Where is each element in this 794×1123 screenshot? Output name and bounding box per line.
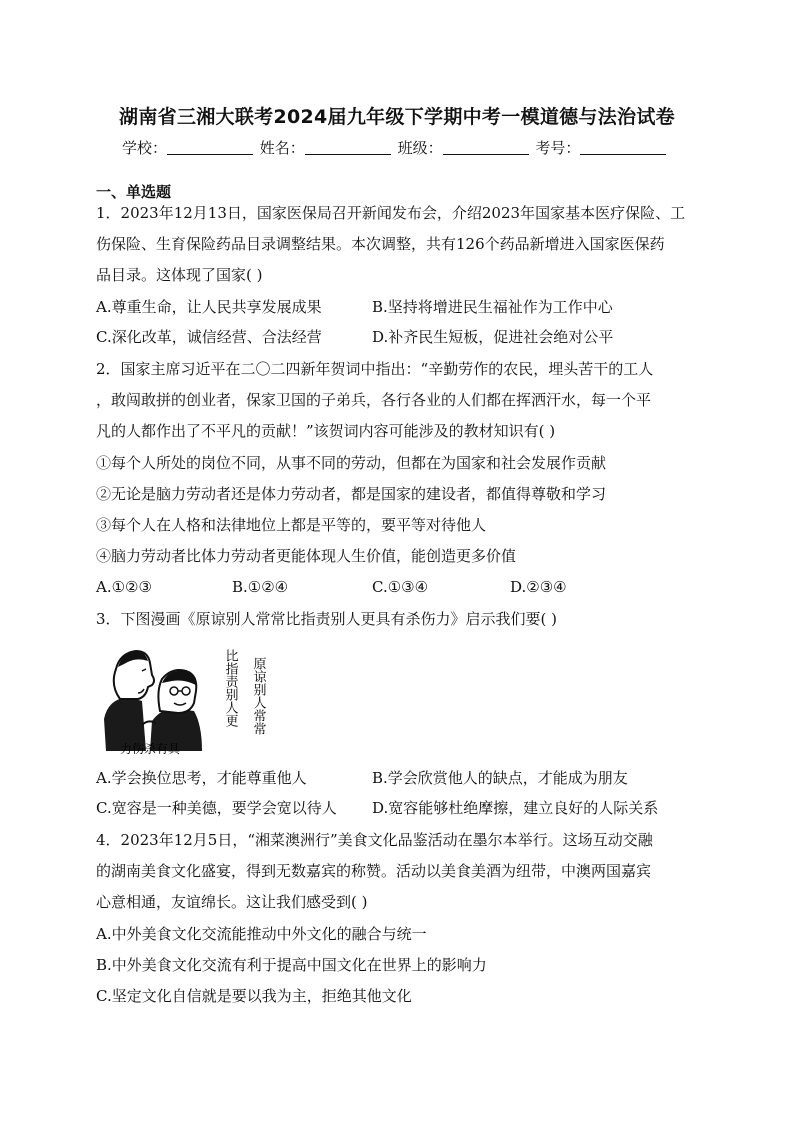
school-label: 学校： — [122, 139, 168, 157]
student-info-line — [122, 137, 668, 158]
class-label: 班级： — [397, 139, 443, 157]
q1-option-a[interactable]: A.尊重生命，让人民共享发展成果 — [96, 298, 322, 316]
q1-option-c[interactable]: C.深化改革，诚信经营、合法经营 — [96, 328, 322, 346]
comic-caption-bottom: 力伤杀有具 — [120, 742, 181, 756]
q3-option-d[interactable]: D.宽容能够杜绝摩擦，建立良好的人际关系 — [372, 799, 659, 817]
q3-option-c[interactable]: C.宽容是一种美德，要学会宽以待人 — [96, 799, 337, 817]
q4-option-b[interactable]: B.中外美食文化交流有利于提高中国文化在世界上的影响力 — [96, 956, 487, 974]
name-label: 姓名： — [259, 139, 305, 157]
q1-stem-line: 伤保险、生育保险药品目录调整结果。本次调整，共有126个药品新增进入国家医保药 — [96, 235, 665, 253]
section-heading: 一、单选题 — [96, 183, 172, 201]
q2-option-c[interactable]: C.①③④ — [372, 578, 429, 596]
cartoon-image — [98, 641, 270, 757]
comic-caption-right: 原谅别人常常 — [250, 657, 266, 735]
exam-title: 湖南省三湘大联考2024届九年级下学期中考一模道德与法治试卷 — [119, 106, 675, 128]
q2-statement: ③每个人在人格和法律地位上都是平等的，要平等对待他人 — [96, 516, 487, 534]
q3-option-a[interactable]: A.学会换位思考，才能尊重他人 — [96, 769, 307, 787]
q2-option-d[interactable]: D.②③④ — [510, 578, 567, 596]
q1-stem-line: 1．2023年12月13日，国家医保局召开新闻发布会，介绍2023年国家基本医疗保险、工 — [96, 204, 686, 222]
q4-option-a[interactable]: A.中外美食文化交流能推动中外文化的融合与统一 — [96, 925, 427, 943]
q2-stem-line: ，敢闯敢拼的创业者，保家卫国的子弟兵，各行各业的人们都在挥洒汗水，每一个平 — [96, 391, 652, 409]
q2-stem-line: 2．国家主席习近平在二〇二四新年贺词中指出：“辛勤劳作的农民，埋头苦干的工人 — [96, 360, 654, 378]
name-blank[interactable] — [305, 142, 391, 155]
q4-stem-line: 心意相通，友谊绵长。这让我们感受到( ) — [96, 893, 368, 911]
q1-stem-line: 品目录。这体现了国家( ) — [96, 266, 263, 284]
q4-stem-line: 的湖南美食文化盛宴，得到无数嘉宾的称赞。活动以美食美酒为纽带，中澳两国嘉宾 — [96, 862, 652, 880]
q4-stem-line: 4．2023年12月5日，“湘菜澳洲行”美食文化品鉴活动在墨尔本举行。这场互动交融 — [96, 831, 653, 849]
q2-statement: ②无论是脑力劳动者还是体力劳动者，都是国家的建设者，都值得尊敬和学习 — [96, 485, 607, 503]
q2-statement: ①每个人所处的岗位不同，从事不同的劳动，但都在为国家和社会发展作贡献 — [96, 454, 607, 472]
q2-option-b[interactable]: B.①②④ — [232, 578, 289, 596]
school-blank[interactable] — [167, 142, 253, 155]
q3-stem-line: 3．下图漫画《原谅别人常常比指责别人更具有杀伤力》启示我们要( ) — [96, 610, 558, 628]
q2-option-a[interactable]: A.①②③ — [96, 578, 152, 596]
q4-option-c[interactable]: C.坚定文化自信就是要以我为主，拒绝其他文化 — [96, 987, 412, 1005]
number-blank[interactable] — [580, 142, 666, 155]
q2-stem-line: 凡的人都作出了不平凡的贡献！”该贺词内容可能涉及的教材知识有( ) — [96, 422, 556, 440]
q2-statement: ④脑力劳动者比体力劳动者更能体现人生价值，能创造更多价值 — [96, 547, 517, 565]
number-label: 考号： — [535, 139, 581, 157]
q3-option-b[interactable]: B.学会欣赏他人的缺点，才能成为朋友 — [372, 769, 628, 787]
q1-option-d[interactable]: D.补齐民生短板，促进社会绝对公平 — [372, 328, 614, 346]
comic-caption-mid: 比指责别人更 — [222, 649, 238, 727]
q1-option-b[interactable]: B.坚持将增进民生福祉作为工作中心 — [372, 298, 613, 316]
class-blank[interactable] — [443, 142, 529, 155]
